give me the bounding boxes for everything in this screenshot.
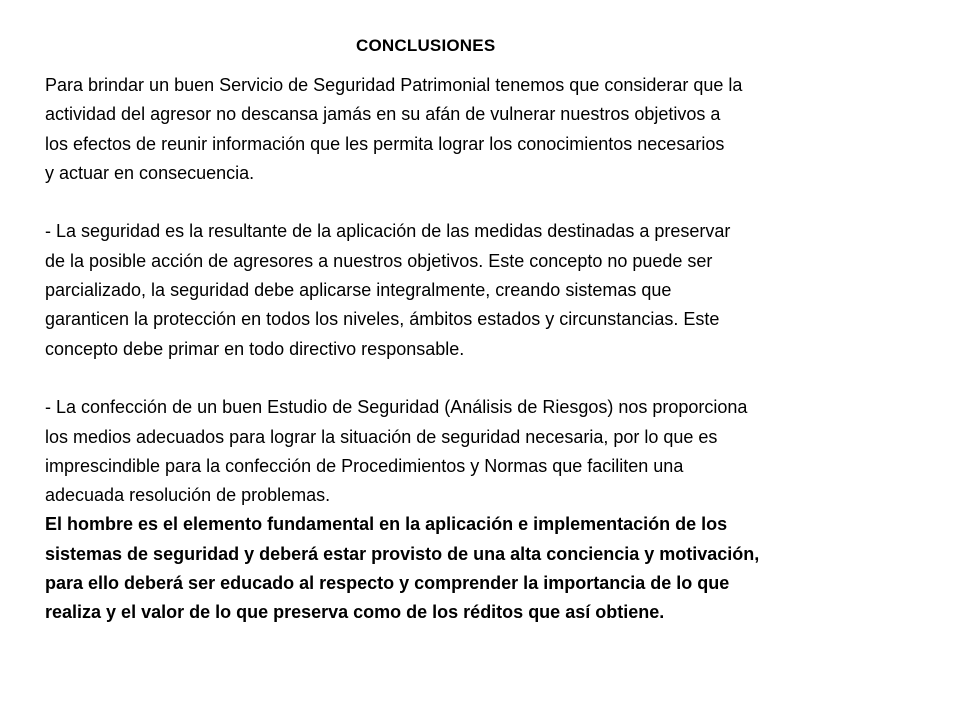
paragraph-spacer <box>45 364 905 393</box>
intro-paragraph: Para brindar un buen Servicio de Seguridad Patrimonial tenemos que considerar que la actividad del agresor no descansa jamás en su afán de vulnerar nuestros objetivos a los efectos de reunir información que les permita lograr los conocimientos necesarios y actuar en consecuencia. <box>45 75 743 183</box>
human-factor-paragraph: El hombre es el elemento fundamental en la aplicación e implementación de los sistemas de seguridad y deberá estar provisto de una alta conciencia y motivación, para ello deberá ser educado al respecto y comprender la importancia de lo que realiza y el valor de lo que preserva como de los réditos que así obtiene. <box>45 514 760 623</box>
paragraph-spacer <box>45 188 905 217</box>
slide-title: CONCLUSIONES <box>356 36 496 55</box>
security-concept-paragraph: - La seguridad es la resultante de la aplicación de las medidas destinadas a preservar de la posible acción de agresores a nuestros objetivos. Este concepto no puede ser parcializado, la seguridad debe aplicarse integralmente, creando sistemas que garanticen la protección en todos los niveles, ámbitos estados y circunstancias. Este concepto debe primar en todo directivo responsable. <box>45 221 731 359</box>
slide-body <box>45 71 905 628</box>
risk-analysis-paragraph: - La confección de un buen Estudio de Seguridad (Análisis de Riesgos) nos proporciona los medios adecuados para lograr la situación de seguridad necesaria, por lo que es imprescindible para la confección de Procedimientos y Normas que faciliten una adecuada resolución de problemas. <box>45 397 748 506</box>
